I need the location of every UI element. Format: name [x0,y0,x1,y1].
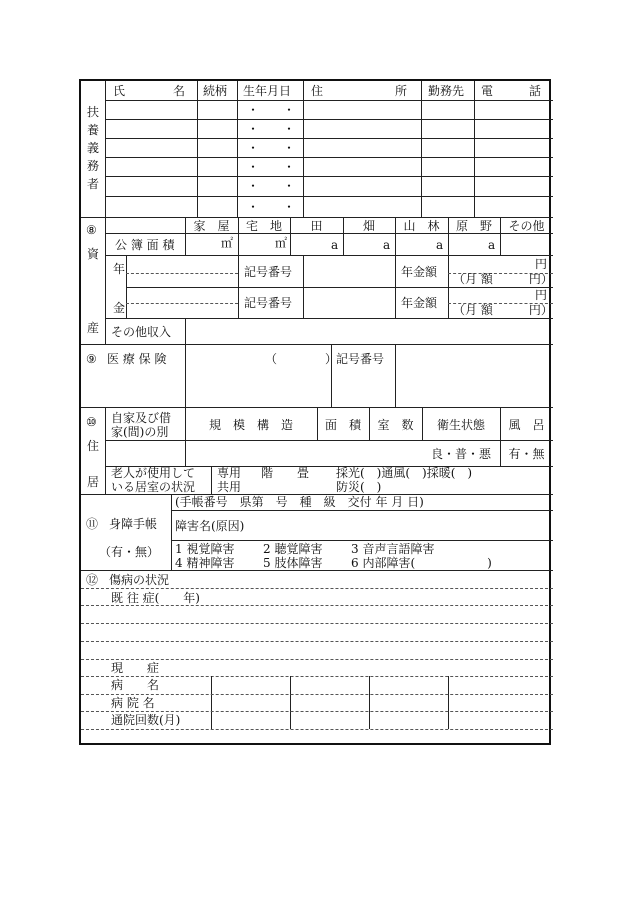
unit-field: a [383,238,391,252]
illness-number: ⑫ [86,573,99,587]
asset-col-plain: 原 野 [455,219,492,233]
hospital-label: 病 院 名 [111,696,155,710]
monthly-1: （月 額 円） [453,272,553,286]
pension-code-2: 記号番号 [244,296,293,310]
pension-year: 年 [113,262,126,276]
housing-col-structure: 規 模 構 造 [208,418,293,432]
bath-options: 有・無 [508,447,545,461]
header-relation: 続柄 [203,84,228,98]
header-name: 氏 名 [113,84,186,98]
header-birth: 生年月日 [243,84,292,98]
pension-code-1: 記号番号 [244,265,293,279]
asset-col-other: その他 [508,219,545,233]
housing-number: ⑩ [86,415,97,429]
elderly-label-1: 老人が使用して [111,466,196,480]
type-internal: 6 内部障害( ) [351,556,492,570]
housing-col-rooms: 室 数 [377,418,414,432]
type-limb: 5 肢体障害 [263,556,323,570]
yen-2: 円 [535,288,548,302]
yen-1: 円 [535,257,548,271]
assets-side-top: 資 [87,247,100,261]
assets-side-bottom: 産 [87,321,100,335]
other-income-label: その他収入 [111,325,172,339]
type-visual: 1 視覚障害 [175,542,235,556]
asset-col-field: 畑 [362,219,375,233]
history-label: 既 往 症( 年) [111,591,200,605]
current-label: 現 症 [111,661,160,675]
tatami-label: 階 畳 [261,466,310,480]
assets-number: ⑧ [86,223,97,237]
disease-label: 病 名 [111,678,160,692]
birth-dots-3: ・ ・ [247,141,296,155]
asset-col-forest: 山 林 [403,219,440,233]
asset-col-paddy: 田 [310,219,323,233]
disability-cause: 障害名(原因) [175,519,245,533]
disability-label: 身障手帳 [109,517,158,531]
header-address: 住 所 [311,84,408,98]
birth-dots-6: ・ ・ [247,200,296,214]
housing-side-top: 住 [87,439,100,453]
illness-title: 傷病の状況 [109,573,170,587]
pension-kin: 金 [113,301,126,315]
housing-col-bath: 風 呂 [508,418,545,432]
disability-number: ⑪ [86,517,99,531]
birth-dots-2: ・ ・ [247,122,296,136]
unit-forest: a [436,238,444,252]
asset-col-land: 宅 地 [245,219,282,233]
type-hearing: 2 聴覚障害 [263,542,323,556]
shared-label: 共用 [217,480,242,494]
disability-has: （有・無） [99,545,160,559]
disability-header: (手帳番号 県第 号 種 級 交付 年 月 日) [175,495,424,509]
birth-dots-5: ・ ・ [247,179,296,193]
birth-dots-4: ・ ・ [247,160,296,174]
pension-amount-2: 年金額 [401,296,438,310]
unit-paddy: a [331,238,339,252]
type-mental: 4 精神障害 [175,556,235,570]
housing-col-hygiene: 衛生状態 [436,418,485,432]
type-speech: 3 音声言語障害 [351,542,435,556]
unit-plain: a [488,238,496,252]
insurance-label: 医 療 保 険 [107,352,167,366]
housing-col-area: 面 積 [324,418,361,432]
disaster-label: 防災( ) [336,480,382,494]
welfare-form [79,79,551,745]
insurance-number: ⑨ [86,352,97,366]
visits-label: 通院回数(月) [111,713,181,727]
housing-side-bottom: 居 [87,475,100,489]
header-phone: 電 話 [481,84,542,98]
elderly-label-2: いる居室の状況 [111,480,196,494]
hygiene-options: 良・普・悪 [430,447,491,461]
unit-land: ㎡ [275,236,288,250]
asset-col-house: 家 屋 [193,219,230,233]
dependents-side-label: 扶 養 義 務 者 [86,105,99,191]
pension-amount-1: 年金額 [401,265,438,279]
birth-dots-1: ・ ・ [247,103,296,117]
insurance-code: 記号番号 [336,352,385,366]
area-label: 公 簿 面 積 [115,238,175,252]
lighting-label: 採光( )通風( )採暖( ) [336,466,473,480]
header-work: 勤務先 [428,84,465,98]
private-label: 専用 [217,466,242,480]
owner-label-2: 家(間)の別 [111,425,169,439]
monthly-2: （月 額 円） [453,303,553,317]
unit-house: ㎡ [221,236,234,250]
insurance-parens: （ ） [265,352,338,366]
owner-label-1: 自家及び借 [111,411,172,425]
